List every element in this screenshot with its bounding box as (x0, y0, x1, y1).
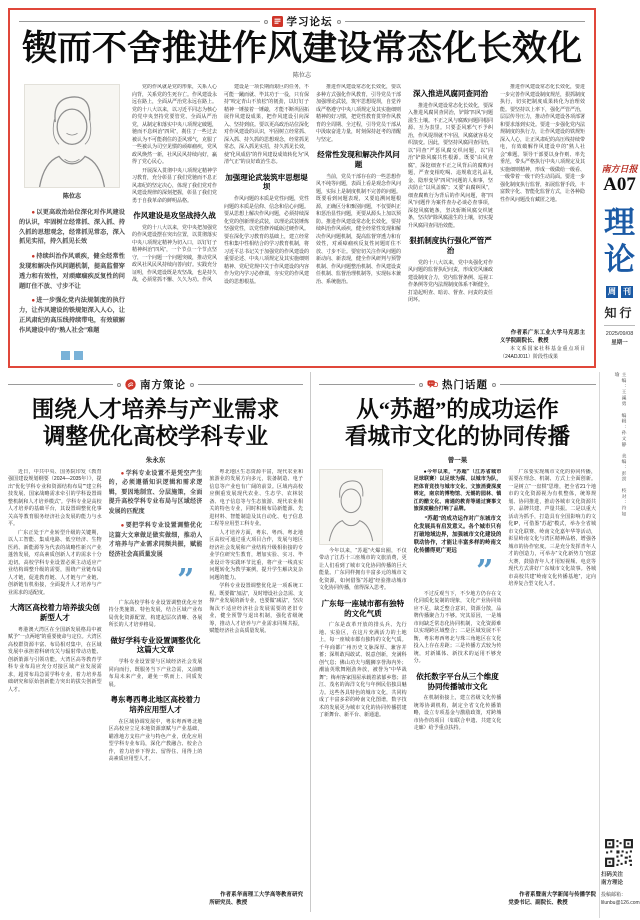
article-paragraph: 粤北地区生态资源丰富，现代农业和旅游业的发展方向多元，装备制造、电子信息等产业也有广阔的前景。区域内高校应侧重发展现代农业、生态学、农林装备、电子信息等与生态旅游、现代农业相关的特色专业，同时积极布局新能源、先进材料、智能制造及其自动化、电子信息工程等应用型工科专业。 (209, 468, 303, 528)
section-header-hot-topic (319, 378, 596, 391)
date-text: 2025/09/08 (605, 331, 634, 337)
decorative-dot (190, 383, 194, 387)
weekday-text: 星期一 (611, 339, 628, 346)
article-column (109, 469, 203, 908)
qr-caption-line: 扫码关注 (601, 872, 624, 878)
highlight-item: ●要把学科专业设置调整优化这篇大文章做足做实做细，推动人才培养与产业需求同频共振，赋能经济社会高质量发展 (108, 523, 203, 558)
qr-caption-line: 南方理论 (601, 880, 624, 887)
headline-line: 看城市文化的协同传播 (344, 424, 570, 450)
article-subhead: 大湾区高校着力培养拔尖创新型人才 (9, 603, 100, 623)
decorative-dot (117, 383, 121, 387)
divider-line (8, 384, 113, 385)
section-title: 南方策论 (140, 379, 186, 391)
author-info-column (19, 84, 125, 362)
section-header-learning-forum (19, 15, 585, 28)
main-article-body (19, 84, 585, 362)
article-byline: 作者系广东工业大学马克思主义学院副院长、教授 (500, 329, 585, 344)
article-paragraph: 党的十八大以来，党中央把加强党的作风建设摆在突出位置，以贯彻落实中央八项规定精神为切入口，以钉钉子精神纠治“四风”，一个节点一个节点坚守，一个问题一个问题突破，推动党风政风社风民风持续向善向好。实践充分证明，作风建设既是攻坚战，也是持久战，必须常抓不懈、久久为功。作风 (132, 224, 217, 284)
article-column (209, 469, 303, 908)
masthead-sidebar (599, 0, 640, 920)
article-paragraph: 当前，党员干部存在的一些思想作风不纯等问题，表面上看是观念作风问题，实际上是制度机制不完善的问题。既要看到问题表现，又要追溯问题根源，正确区分和甄别问题，不仅要纠正和惩治显性问题，更要从源头上加以预防。推进作风建设常态化长效化，要持续纠治作风顽疾，健全经常性发现和解决作风问题机制，提高监督穿透力和有效性，对顽瘴痼疾反复性问题盯住不放、寸步不让。要密切关注作风问题的新动向、新表现，健全作风研判与预警机制、作风问题整治机制、作风建设责任机制、监督治理机制等，实现标本兼治、系统施治。 (316, 173, 401, 285)
email-address: lilunbu@126.com (601, 900, 640, 906)
decorative-dot (492, 383, 496, 387)
main-headline: 锲而不舍推进作风建设常态化长效化 (21, 29, 582, 68)
qr-code (604, 838, 634, 868)
headline-line: 从“苏超”的成功运作 (356, 397, 559, 422)
article-column (316, 84, 401, 362)
section-header-nanfang-celun (8, 378, 303, 391)
left-article-headline (8, 396, 303, 451)
article-paragraph: 推进作风建设常态化长效化，要进一步完善作风建设制度规范，狠抓制度执行，切实把制度成果转化为治理效能。要坚持以上率下，强化严管严治，层层传导压力，推动作风建设各项部署和要求落到实处。要进一步强化党内法规制度的执行力，让作风建设的铁规矩深入人心，让正风肃纪的高压线持续带电，有效破解作风建设中的“熟人社会”难题。领导干部要以身作则、率先垂范，带头严格执行中央八项规定及其实施细则精神，形成一级做给一级看、一级带着一级干的生动局面。要进一步强化制度执行监督，拓展监督手段，丰富数字化、智能化监督方式，让各种隐性作风问题没有藏匿之地。 (500, 84, 585, 203)
article-paragraph: 作风问题的本质是党性问题，党性问题的本质是信仰、信念和信心问题。要从思想上解决作风问题，必须持续深化党的创新理论武装，以理论武装锤炼坚强党性，以党性修养砥砺过硬作风。要在深化学习教育的基础上，建立经常性和集中性相结合的学习教育机制，将习近平总书记关于加强党的作风建设的重要论述、中央八项规定及其实施细则精神、党纪党规中关于作风建设的内容作为党内学习必修课，夯实党的作风建设的思想根基。 (224, 196, 309, 285)
article-column (132, 84, 217, 362)
article-paragraph: 开展深入贯彻中央八项规定精神学习教育，充分彰显了我们党驰而不息正风肃纪的坚定决心，体现了我们党对作风建设规律的深刻把握，彰显了我们党勇于自我革命的鲜明品格。 (132, 167, 217, 204)
article-column (508, 469, 596, 908)
email-label: 投稿邮箱： (601, 892, 627, 898)
article-subhead: 狠抓制度执行强化严管严治 (409, 236, 492, 256)
divider-line (604, 325, 635, 326)
right-article-columns (319, 469, 596, 908)
article-paragraph: 近日，中共中央、国务院印发《教育强国建设规划纲要（2024—2035年）》，提出“优化学科专业和资源结构布局”“建立科技发展、国家战略需求牵引的学科设置调整机制和人才培养模式”。学科专业是高校人才培养的基础平台，其设置调整优化事关高等教育服务经济社会发展的能力与水平。 (8, 468, 102, 528)
submission-email (601, 891, 640, 907)
highlight-item: ●学科专业设置不是凭空产生的，必须遵循知识逻辑和需求逻辑，要因地制宜、分层施策，全面提升高校学科专业布局与区域经济发展的匹配度 (108, 470, 203, 515)
article-column (8, 469, 102, 908)
article-paragraph: 党的作风就是党的形象，关系人心向背，关系党的生死存亡。作风建设永远在路上，全面从严治党永远在路上。党的十八大以来，以习近平同志为核心的党中央坚持党要管党、全面从严治党，从制定和落实中央八项规定破题，驰而不息纠治“四风”，刹住了一些过去被认为不可能刹住的歪风邪气，克服了一些被认为司空见惯的顽瘴痼疾，党风政风焕然一新，社风民风持续向好，赢得了党心民心。 (132, 84, 217, 166)
highlight-item: ●以更高政治站位深化对作风建设的认识，牢固树立经常抓、深入抓、持久抓的思想观念，经常抓见常态，深入抓见实招，持久抓见长效 (19, 209, 125, 246)
weekly-badge (599, 286, 640, 298)
article-column (414, 469, 502, 908)
article-column (500, 84, 585, 362)
article-paragraph: 不过反观当下，不少地方仍存在文化同质化复制的现象，文化产业协同效应不足，缺乏整合意识，资源分散，品牌传播聚合力不够。究其原因，一是城市间缺乏常态化协同机制，文化资源难以实现跨区域整合；二是区域发展不平衡，粤东粤西粤北与珠三角地区在文化投入上存在差距；三是传播方式较为传统，对新媒体、新技术的运用不够充分。 (413, 590, 502, 665)
learning-forum-icon (272, 16, 283, 27)
author-portrait-sketch (319, 469, 383, 545)
weekly-badge-char: 周 (608, 287, 616, 296)
newspaper-logo: 南方日报 (601, 164, 638, 174)
article-paragraph: 广东是改革开放的排头兵、先行地、实验区，在这片充满活力的土地上，每一座城市都有独特的文化气质。千年商都广州历史文脉深厚、兼容并蓄；深圳敢闯敢试、锐意创新，充满科创气息；佛山功夫与醒狮享誉海内外；潮汕英歌舞刚劲奔放，被誉为“中华战舞”；梅州客家围屋承载着浓郁乡愁；湛江、茂名的海洋文化与年例民俗独具魅力。这些各具特色的城市文化，共同构成了丰富多彩的岭南文化图谱，数字技术的发展更为城市文化的协同传播搭建了新舞台、新平台、新通道。 (319, 622, 407, 719)
decorative-dot (264, 20, 268, 24)
article-paragraph: 广东高校学科专业设置调整优化应坚持分类施策、特色发展，结合区域产业布局优化资源配置，构建起层次清晰、各展所长的人才培养格局。 (108, 599, 203, 629)
edition-char: 论 (604, 242, 635, 277)
article-byline: 作者系华南理工大学高等教育研究所研究员、教授 (209, 891, 303, 906)
divider-line (319, 384, 415, 385)
left-article-author: 朱永东 (145, 456, 166, 464)
article-subhead: 深入推进风腐同查同治 (413, 89, 488, 99)
right-article-headline (319, 396, 596, 451)
sub-edition-name: 知行 (604, 306, 635, 320)
article-paragraph: 学科专业设置调整优化是一项系统工程。既要做“加法”，及时增设社会急需、支撑产业发展的新专业，也要做“减法”，坚决淘汰不适应经济社会发展需要的老旧专业，健全预警与退出机制，强化省级统筹，推动人才培养与产业需求同频共振，赋能经济社会高质量发展。 (209, 583, 303, 635)
qr-caption (601, 871, 638, 888)
article-paragraph: 党的十八大以来，党中央强化对作风问题的监督执纪问责，形成党风廉政建设制度合力，党内监督条例、巡视工作条例等党内法规制度体系不断健全，打造起明查、暗访、督查、问责的责任闭环。 (408, 259, 493, 304)
main-article-author: 陈位志 (292, 73, 311, 80)
decorative-dot (337, 20, 341, 24)
headline-line: 调整优化高校学科专业 (42, 424, 268, 450)
author-portrait-sketch (24, 84, 120, 188)
edition-name (599, 204, 640, 278)
pull-quote-list (109, 470, 203, 565)
article-paragraph: 在机制衔接上，建立省级文化传播统筹协调机构，制定全省文化传播策略，设立专项基金与激励政策，对跨城市协作的项目（如联合申遗、共建文化走廊）给予重点扶持。 (413, 695, 502, 732)
weekly-badge-char: 刊 (623, 287, 631, 296)
article-paragraph: 人才培养方面，粤东、粤西、粤北地区高校可通过重大项目合作，发展与地区经济社会发展和产业结构升级相衔接的专业学位研究生教育，增加实验、实习、毕业设计等实践环节比重，将产业一线真实问题转化为教学案例，提升学生解决复杂问题的能力。 (209, 529, 303, 581)
article-subhead: 广东每一座城市都有独特的文化气质 (321, 598, 405, 618)
article-paragraph: 今年以来，“苏超”火爆出圈，不仅带动了江苏十三座城市的文旅消费，更让人们看到了城市文化协同传播的巨大能量。广东同样拥有丰富多元的城市文化资源，如何借鉴“苏超”经验推动城市文化协同传播，值得深入思考。 (319, 547, 407, 592)
article-subhead: 经常性发现和解决作风问题 (317, 150, 400, 169)
article-paragraph: “苏超”的成功运作对广东城市文化发展具有启发意义。各个城市只有打破地域边界，加强城市文化建设的联动协作，才能让丰富多样的岭南文化传播得更广更远 (413, 515, 502, 555)
article-paragraph: 建设是一项长期而艰巨的任务，不可能一蹴而就、毕其功于一役，只有保持“咬定青山不放松”的韧劲，以钉钉子精神一锤接着一锤敲，才能不断巩固拓展作风建设成果，把作风建设引向深入、坚持到底。要以更高政治站位深化对作风建设的认识，牢固树立经常抓、深入抓、持久抓的思想观念，经常抓见常态，深入抓见实招，持久抓见长效，使“化风成俗”的作风建设成效转化为“风清气正”的良好政治生态。 (224, 84, 309, 166)
article-column (408, 84, 493, 362)
article-subhead: 依托数字平台从三个维度协同传播城市文化 (416, 671, 499, 691)
article-paragraph: 广东要实现城市文化的协同传播，需要在理念、机制、方式上全面创新。一是树立“一盘棋”思维，把全省21个地市的文化资源视为有机整体，统筹规划、协同推进，推动各城市文化资源共享、品牌共建、声量共振。二是以重大活动为抓手，打造具有全国影响力的文化IP，可借鉴“苏超”模式，举办全省城市文化联赛、岭南文化嘉年华等活动，彰显岭南文化与湾区精神品格，增强各城市的协作密度。三是充分发挥青年人才的创造力，可举办“文化新势力”创意大赛，鼓励青年人才用短视频、电竞等现代方式讲好广东城市文化故事。各城市高校共建“岭南文化传播基地”，定向培养复合型文化人才。 (508, 468, 596, 588)
portrait-caption: 陈位志 (62, 194, 81, 201)
left-article-columns (8, 469, 303, 908)
divider-line (345, 21, 586, 22)
article-column (319, 469, 407, 908)
main-article-box (8, 8, 596, 368)
speech-bubble-icon (427, 379, 438, 390)
divider-line (500, 384, 596, 385)
headline-line: 围绕人才培养与产业需求 (31, 397, 280, 422)
article-subhead: 粤东粤西粤北地区高校着力培养应用型人才 (110, 695, 201, 714)
publication-date (599, 330, 640, 348)
main-article-columns (132, 84, 585, 362)
fund-note: 本文系国家社科基金重点项目（24ADJ011）阶段性成果 (500, 346, 585, 360)
divider-line (198, 384, 303, 385)
highlight-item: ●持续纠治作风顽疾，健全经常性发现和解决作风问题机制，提高监督穿透力和有效性，对顽瘴痼疾反复性的问题盯住不放、寸步不让 (19, 253, 125, 290)
right-article-author: 曾一果 (447, 456, 468, 464)
pull-quote-mark: ” (476, 554, 494, 590)
article-paragraph: 广东正处于产业转型升级的关键期，以人工智能、集成电路、低空经济、生物医药、新能源等为代表的战略性新兴产业蓬勃发展，对高素质创新人才的需求十分迫切。高校学科专业设置必须主动适应产业结构调整升级的需要，围绕产业链布局人才链，促进教育链、人才链与产业链、创新链有机衔接，全面提升人才培养与产业需求的适配度。 (8, 529, 102, 596)
article-subhead: 加强理论武装筑牢思想堤坝 (225, 172, 308, 192)
article-subhead: 做好学科专业设置调整优化这篇大文章 (110, 635, 201, 655)
article-paragraph: 在区域协调发展中，粤东粤西粤北地区高校应立足本地资源禀赋与产业基础，瞄准地方支柱产业与特色产业，优化应用型学科专业布局，深化产教融合、校企合作，着力培养下得去、留得住、用得上的高素质应用型人才。 (108, 718, 203, 763)
highlight-list (19, 208, 125, 341)
pull-quote-mark: ” (177, 563, 195, 599)
section-title: 学习论坛 (286, 16, 333, 28)
bullet-icon: ● (120, 470, 125, 477)
article-nanfang-celun (8, 372, 311, 912)
staff-credits (599, 372, 640, 522)
bullet-icon: ● (31, 297, 36, 305)
highlight-item: ●进一步强化党内法规制度的执行力，让作风建设的铁规矩深入人心，让正风肃纪的高压线持续带电，有效破解作风建设中的“熟人社会”难题 (19, 297, 125, 334)
article-paragraph: 粤港澳大湾区在全国新发展格局中被赋予“一点两地”的重要使命与定位。大湾区高校群资源丰富、布局相对集中，在区域发展中承担着科研攻关与辐射带动功能、创新策源与引领功能。大湾区高等教育学科专业布局应充分对接区域产业发展需求，超常布局急需学科专业，着力培养基础研究和原始创新能力突出的拔尖创新型人才。 (8, 626, 102, 693)
article-hot-topic (311, 372, 596, 912)
divider-line (19, 21, 260, 22)
edition-char: 理 (604, 205, 635, 240)
bullet-icon: ● (31, 209, 36, 217)
article-paragraph: 推进作风建设常态化长效化，要以多种方式强化作风教育，引导党员干部加强理论武装，筑牢思想堤坝，自觉养成严格遵守中央八项规定及其实施细则精神的好习惯，把党性教育贯穿作风教育的全周期、全过程，引导党员干部从中汲取奋进力量，时刻保持赶考的清醒与坚定。 (316, 84, 401, 143)
article-byline: 作者系暨南大学新闻与传播学院党委书记、副院长、教授 (508, 891, 596, 906)
policy-forum-icon (125, 379, 136, 390)
decorative-dot (419, 383, 423, 387)
bottom-section (8, 372, 596, 912)
article-paragraph: 推进作风建设常态化长效化，要深入推进风腐同查同治，铲除“四风”问题滋生土壤。不正之风与腐败问题同根同源、互为表里。只要歪风邪气不予纠治，作风堤坝就不牢固，风腐就容易交织演变。因此，要坚持风腐同查同治，以“同查”严惩风腐交织问题，以“同治”铲除风腐共性根源。既要“由风查腐”，深挖细查不正之风背后的腐败问题，严查变相吃喝、违规收送礼品礼金、隐形变异“四风”问题的人和事，坚决防止“以风盖腐”；又要“由腐纠风”，细查腐败行为背后的作风问题，将“四风”问题作为案件查办必谈必查事项，深挖风腐链条，坚决斩断风腐交织链条，坚决铲除风腐滋生的土壤，切实提升风腐同查同治效能。 (408, 102, 493, 229)
article-column (224, 84, 309, 362)
article-subhead: 作风建设是攻坚战持久战 (133, 211, 216, 221)
bullet-icon: ● (31, 253, 36, 261)
article-paragraph: ●今年以来，“苏超”（江苏省城市足球联赛）以足球为媒、以城市为队，把体育竞技与城市文化、文旅消费深度绑定，南京的博物馆、无锡的园林、镇江的醋文化、南通的教育等通过赛事文旅深度融合打响了品牌。 (413, 468, 502, 513)
decorative-quote-marks (19, 347, 125, 362)
staff-credits-text: 主编：王溪勇 编辑：孙文静 美编：彭雳 校对：符如瑜 (613, 372, 626, 517)
article-paragraph: 学科专业设置要与区域经济社会发展同向而行，既服务当下产业急需，又前瞻布局未来产业，避免一哄而上、同质发展。 (108, 659, 203, 688)
section-title: 热门话题 (442, 379, 488, 391)
page-number: A07 (603, 174, 636, 195)
bullet-icon: ● (120, 523, 125, 530)
